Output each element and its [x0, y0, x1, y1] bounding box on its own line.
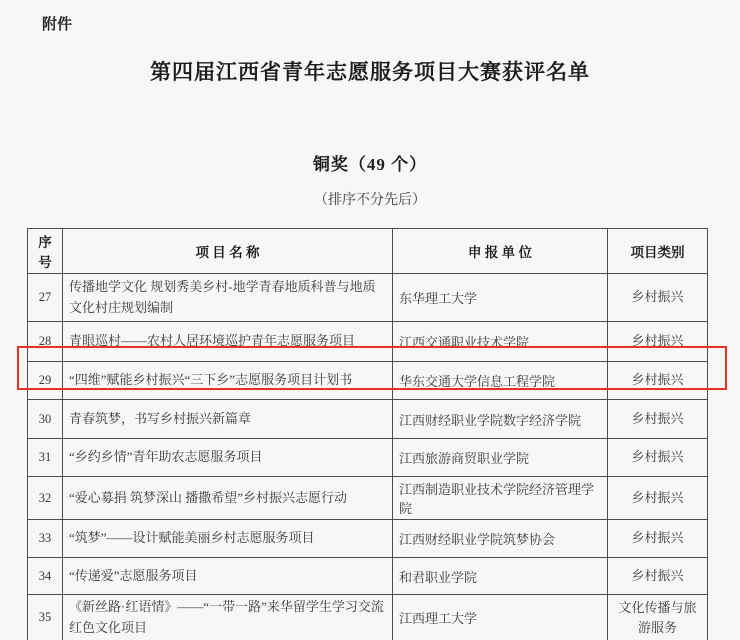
col-header-applicant-unit: 申 报 单 位 [393, 229, 608, 274]
applicant-unit: 江西理工大学 [393, 595, 608, 640]
row-number: 34 [28, 558, 63, 595]
row-number: 28 [28, 322, 63, 362]
applicant-unit: 华东交通大学信息工程学院 [393, 362, 608, 400]
table-row [28, 558, 708, 595]
project-category: 乡村振兴 [608, 274, 708, 322]
row-number: 30 [28, 400, 63, 439]
project-name: 《新丝路·红语情》——“一带一路”来华留学生学习交流红色文化项目 [63, 595, 393, 640]
project-name: “爱心募捐 筑梦深山 播撒希望”乡村振兴志愿行动 [63, 477, 393, 520]
project-name: 传播地学文化 规划秀美乡村-地学青春地质科普与地质文化村庄规划编制 [63, 274, 393, 322]
order-note: （排序不分先后） [314, 193, 426, 208]
project-category: 乡村振兴 [608, 520, 708, 558]
project-name: “四维”赋能乡村振兴“三下乡”志愿服务项目计划书 [63, 362, 393, 400]
applicant-unit: 江西财经职业学院数字经济学院 [393, 400, 608, 439]
col-header-project-name: 项 目 名 称 [63, 229, 393, 274]
applicant-unit: 和君职业学院 [393, 558, 608, 595]
row-number: 29 [28, 362, 63, 400]
project-name: “传递爱”志愿服务项目 [63, 558, 393, 595]
table-row-highlighted [28, 362, 708, 400]
attachment-label: 附件 [42, 17, 73, 33]
applicant-unit: 江西旅游商贸职业学院 [393, 439, 608, 477]
table-row [28, 400, 708, 439]
row-number: 27 [28, 274, 63, 322]
award-heading: 铜奖（49 个） [312, 155, 428, 174]
applicant-unit: 江西财经职业学院筑梦协会 [393, 520, 608, 558]
table-row [28, 439, 708, 477]
row-number: 33 [28, 520, 63, 558]
table-row [28, 322, 708, 362]
award-table [27, 228, 708, 640]
applicant-unit: 江西交通职业技术学院 [393, 322, 608, 362]
row-number: 35 [28, 595, 63, 640]
col-header-no: 序号 [28, 229, 63, 274]
applicant-unit: 江西制造职业技术学院经济管理学院 [393, 477, 608, 520]
project-category: 乡村振兴 [608, 400, 708, 439]
table-row [28, 520, 708, 558]
table-row [28, 274, 708, 322]
table-row [28, 477, 708, 520]
table-header-row [28, 229, 708, 274]
row-number: 32 [28, 477, 63, 520]
applicant-unit: 东华理工大学 [393, 274, 608, 322]
project-category: 乡村振兴 [608, 322, 708, 362]
row-number: 31 [28, 439, 63, 477]
project-name: “乡约乡情”青年助农志愿服务项目 [63, 439, 393, 477]
col-header-category: 项目类别 [608, 229, 708, 274]
project-name: 青春筑梦，书写乡村振兴新篇章 [63, 400, 393, 439]
project-category: 乡村振兴 [608, 477, 708, 520]
project-category: 乡村振兴 [608, 362, 708, 400]
page-title: 第四届江西省青年志愿服务项目大赛获评名单 [150, 60, 590, 84]
project-name: “筑梦”——设计赋能美丽乡村志愿服务项目 [63, 520, 393, 558]
project-category: 文化传播与旅游服务 [608, 595, 708, 640]
project-name: 青眼巡村——农村人居环境巡护青年志愿服务项目 [63, 322, 393, 362]
table-row [28, 595, 708, 640]
project-category: 乡村振兴 [608, 439, 708, 477]
project-category: 乡村振兴 [608, 558, 708, 595]
